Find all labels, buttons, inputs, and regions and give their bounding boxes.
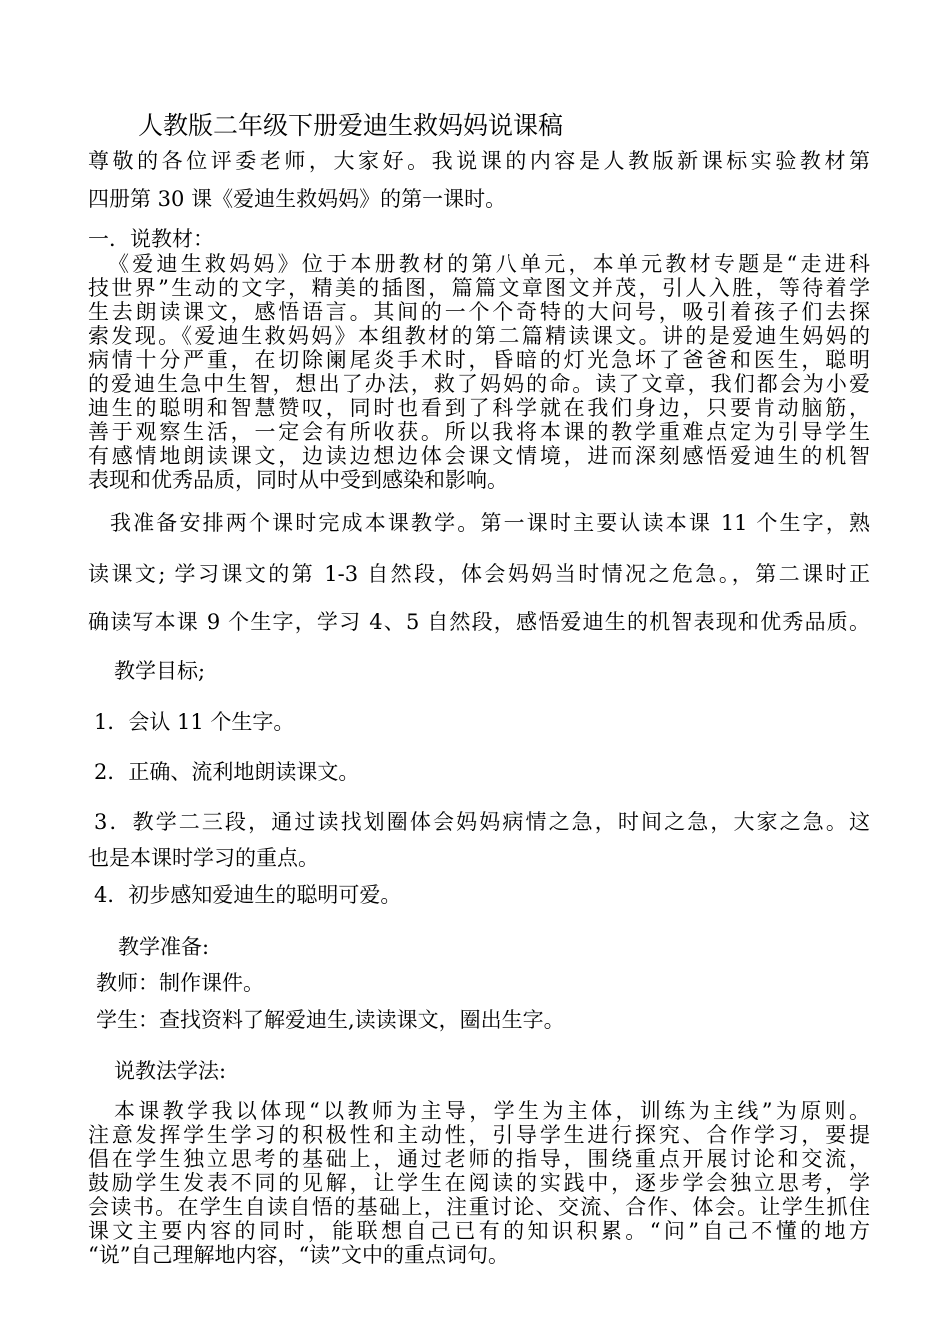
paragraph-line: 病情十分严重，在切除阑尾炎手术时，昏暗的灯光急坏了爸爸和医生，聪明 bbox=[88, 348, 870, 372]
goal-item: 也是本课时学习的重点。 bbox=[88, 846, 319, 870]
goals-heading: 教学目标; bbox=[114, 659, 206, 683]
paragraph-line: 索发现。《爱迪生救妈妈》本组教材的第二篇精读课文。讲的是爱迪生妈妈的 bbox=[88, 324, 870, 348]
prep-student: 学生：查找资料了解爱迪生,读读课文，圈出生字。 bbox=[96, 1008, 565, 1032]
goal-item: 1．会认 11 个生字。 bbox=[94, 710, 295, 734]
prep-heading: 教学准备: bbox=[118, 935, 210, 959]
prep-teacher: 教师：制作课件。 bbox=[96, 971, 264, 995]
method-line: 鼓励学生发表不同的见解，让学生在阅读的实践中，逐步学会独立思考，学 bbox=[88, 1171, 870, 1195]
paragraph-line: 迪生的聪明和智慧赞叹，同时也看到了科学就在我们身边，只要肯动脑筋， bbox=[88, 396, 870, 420]
paragraph-line: 善于观察生活，一定会有所收获。所以我将本课的教学重难点定为引导学生 bbox=[88, 420, 870, 444]
method-line: 会读书。在学生自读自悟的基础上，注重讨论、交流、合作、体会。让学生抓住 bbox=[88, 1195, 870, 1219]
paragraph-line: 表现和优秀品质，同时从中受到感染和影响。 bbox=[88, 468, 508, 492]
plan-line: 我准备安排两个课时完成本课教学。第一课时主要认读本课 11 个生字，熟 bbox=[110, 511, 870, 535]
intro-line: 尊敬的各位评委老师，大家好。我说课的内容是人教版新课标实验教材第 bbox=[88, 149, 870, 173]
method-line: 课文主要内容的同时，能联想自己已有的知识积累。“问”自己不懂的地方 bbox=[88, 1219, 870, 1243]
paragraph-line: 技世界”生动的文字，精美的插图，篇篇文章图文并茂，引人入胜，等待着学 bbox=[88, 276, 870, 300]
method-line: 倡在学生独立思考的基础上，通过老师的指导，围绕重点开展讨论和交流， bbox=[88, 1147, 870, 1171]
section-heading: 一．说教材： bbox=[88, 227, 214, 251]
method-line: 注意发挥学生学习的积极性和主动性，引导学生进行探究、合作学习，要提 bbox=[88, 1123, 870, 1147]
method-line: 本课教学我以体现“以教师为主导，学生为主体，训练为主线”为原则。 bbox=[114, 1099, 870, 1123]
goal-item: 3．教学二三段，通过读找划圈体会妈妈病情之急，时间之急，大家之急。这 bbox=[94, 810, 870, 834]
paragraph-line: 《爱迪生救妈妈》位于本册教材的第八单元，本单元教材专题是“走进科 bbox=[108, 252, 870, 276]
intro-line: 四册第 30 课《爱迪生救妈妈》的第一课时。 bbox=[88, 187, 507, 211]
plan-line: 读课文; 学习课文的第 1-3 自然段，体会妈妈当时情况之危急。，第二课时正 bbox=[88, 562, 870, 586]
paragraph-line: 有感情地朗读课文，边读边想边体会课文情境，进而深刻感悟爱迪生的机智 bbox=[88, 444, 870, 468]
goal-item: 2．正确、流利地朗读课文。 bbox=[94, 760, 360, 784]
method-heading: 说教法学法: bbox=[114, 1059, 227, 1083]
paragraph-line: 的爱迪生急中生智，想出了办法，救了妈妈的命。读了文章，我们都会为小爱 bbox=[88, 372, 870, 396]
paragraph-line: 生去朗读课文，感悟语言。其间的一个个奇特的大问号，吸引着孩子们去探 bbox=[88, 300, 870, 324]
method-line: “说”自己理解地内容，“读”文中的重点词句。 bbox=[88, 1243, 509, 1267]
plan-line: 确读写本课 9 个生字，学习 4、5 自然段，感悟爱迪生的机智表现和优秀品质。 bbox=[88, 610, 870, 634]
goal-item: 4．初步感知爱迪生的聪明可爱。 bbox=[94, 883, 402, 907]
document-title: 人教版二年级下册爱迪生救妈妈说课稿 bbox=[138, 111, 564, 140]
